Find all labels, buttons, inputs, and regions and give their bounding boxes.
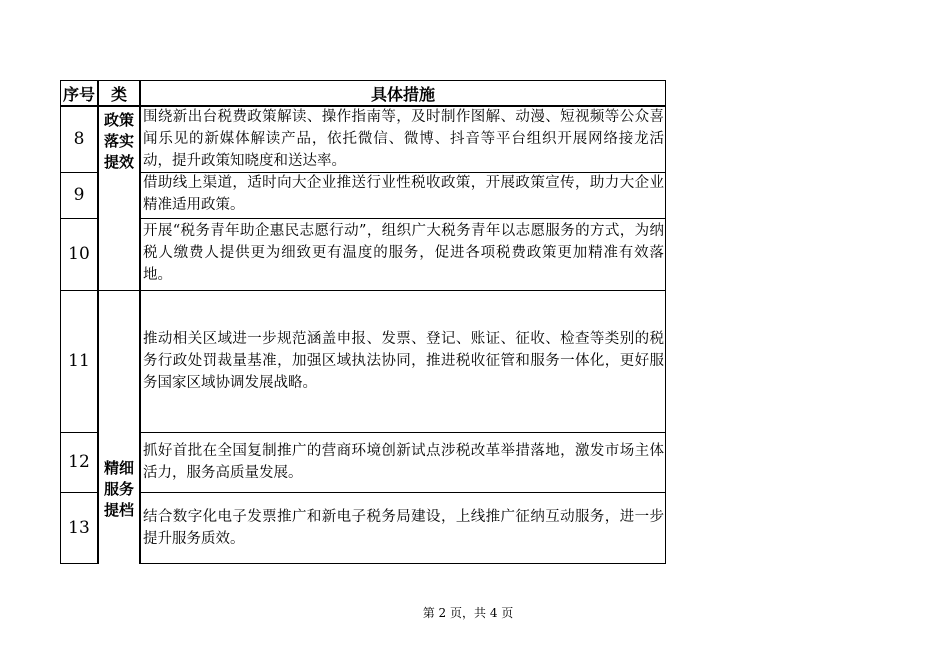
measure-text: 结合数字化电子发票推广和新电子税务局建设，上线推广征纳互动服务，进一步提升服务质效。 [143, 509, 664, 547]
measure-text: 围绕新出台税费政策解读、操作指南等，及时制作图解、动漫、短视频等公众喜闻乐见的新媒体解读产品，依托微信、微博、抖音等平台组织开展网络接龙活动，提升政策知晓度和送达率。 [143, 109, 664, 169]
category-service: 精细 服务 提档 [103, 459, 134, 519]
grid-line [139, 80, 141, 564]
category-policy: 政策 落实 提效 [103, 111, 134, 171]
row-number: 12 [68, 452, 90, 472]
grid-line [60, 432, 98, 433]
measure-text: 推动相关区域进一步规范涵盖申报、发票、登记、账证、征收、检查等类别的税务行政处罚裁量基准，加强区域执法协同，推进税收征管和服务一体化，更好服务国家区域协调发展战略。 [143, 331, 664, 391]
grid-line [60, 80, 666, 81]
header-seq: 序号 [62, 84, 95, 104]
grid-line [60, 290, 666, 291]
header-category: 类 [110, 84, 127, 104]
measure-text: 抓好首批在全国复制推广的营商环境创新试点涉税改革举措落地，激发市场主体活力，服务高质量发展。 [143, 443, 664, 481]
row-number: 13 [68, 518, 90, 538]
grid-line [60, 563, 98, 564]
header-measure: 具体措施 [370, 84, 435, 104]
row-number: 11 [68, 351, 90, 371]
row-number: 8 [73, 129, 85, 149]
measure-text: 借助线上渠道，适时向大企业推送行业性税收政策，开展政策宣传，助力大企业精准适用政策。 [143, 175, 664, 213]
grid-line [97, 80, 99, 564]
measure-text: 开展“税务青年助企惠民志愿行动”，组织广大税务青年以志愿服务的方式，为纳税人缴费人提供更为细致更有温度的服务，促进各项税费政策更加精准有效落地。 [143, 223, 664, 283]
grid-line [140, 492, 666, 493]
measures-table [60, 80, 666, 564]
grid-line [60, 105, 666, 107]
grid-line [140, 432, 666, 433]
row-number: 10 [68, 244, 90, 264]
grid-line [60, 218, 98, 219]
grid-line [140, 172, 666, 173]
grid-line [60, 492, 98, 493]
row-number: 9 [73, 185, 85, 205]
grid-line [60, 172, 98, 173]
grid-line [60, 80, 61, 564]
grid-line [140, 218, 666, 219]
page-number: 第 2 页，共 4 页 [422, 606, 514, 620]
grid-line [665, 80, 666, 564]
grid-line [140, 563, 666, 564]
